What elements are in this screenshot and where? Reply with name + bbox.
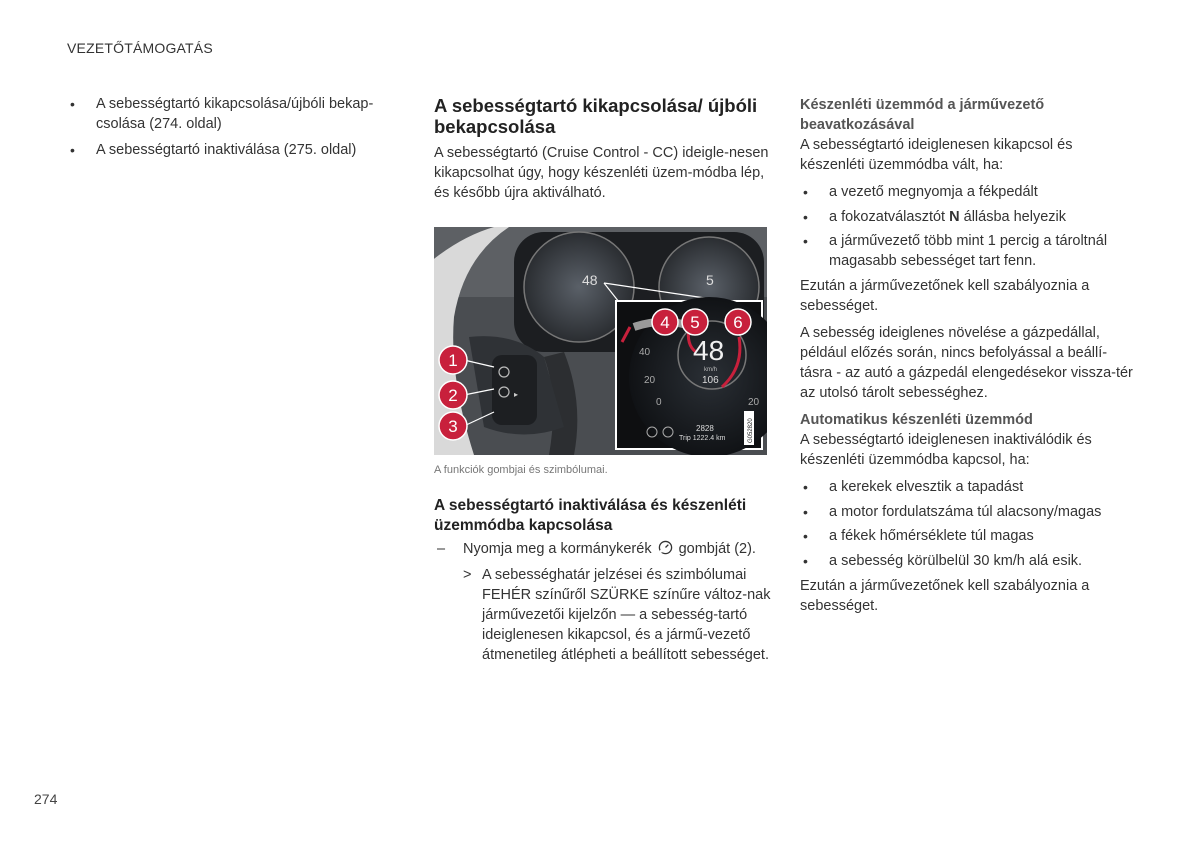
- svg-text:3: 3: [448, 417, 458, 436]
- svg-text:4: 4: [660, 313, 670, 332]
- intro-paragraph: A sebességtartó ideiglenesen kikapcsol és készenléti üzemmódba vált, ha:: [800, 137, 1073, 173]
- svg-text:40: 40: [639, 347, 651, 358]
- bullet-icon: •: [803, 552, 808, 569]
- callout-3: [439, 412, 467, 440]
- svg-text:Trip 1222.4 km: Trip 1222.4 km: [679, 435, 726, 442]
- list-item: • a kerekek elvesztik a tapadást: [800, 478, 1135, 498]
- running-header: VEZETŐTÁMOGATÁS: [67, 40, 213, 56]
- section-heading-driver-standby: Készenléti üzemmód a járművezető beavatkozásával: [800, 97, 1045, 133]
- callout-1: [439, 346, 467, 374]
- bullet-icon: •: [70, 142, 75, 158]
- column-middle: [434, 95, 772, 665]
- figure-code: G052820: [748, 418, 754, 443]
- page-number: 274: [34, 791, 58, 807]
- svg-text:5: 5: [690, 313, 700, 332]
- list-item[interactable]: • A sebességtartó inaktiválása (275. oldal): [67, 141, 397, 161]
- column-right: [800, 95, 1135, 616]
- bullet-icon: •: [803, 233, 808, 249]
- list-item[interactable]: • A sebességtartó kikapcsolása/újbóli bekap-csolása (274. oldal): [70, 96, 374, 132]
- svg-text:km/h: km/h: [704, 367, 718, 373]
- section-heading: A sebességtartó kikapcsolása/ újbóli bekapcsolása: [434, 95, 758, 137]
- svg-text:2828: 2828: [696, 424, 714, 433]
- list-item: • a járművezető több mint 1 percig a tároltnál magasabb sebességet tart fenn.: [803, 233, 1108, 269]
- list-item: • a sebesség körülbelül 30 km/h alá esik.: [800, 552, 1135, 572]
- svg-text:2: 2: [448, 386, 458, 405]
- steering-wheel-illustration: [434, 227, 767, 455]
- automatic-conditions-list: [800, 478, 1135, 571]
- intro-paragraph: A sebességtartó ideiglenesen inaktiválódik és készenléti üzemmódba kapcsol, ha:: [800, 432, 1092, 468]
- related-links-list: [67, 95, 397, 161]
- limit-readout: 106: [702, 375, 719, 386]
- svg-text:20: 20: [748, 397, 760, 408]
- intro-paragraph: A sebességtartó (Cruise Control - CC) ideigle-nesen kikapcsolhat úgy, hogy készenléti üzem-módba lép, és később újra aktiválható.: [434, 145, 769, 201]
- speed-readout-main: 48: [693, 335, 725, 366]
- svg-text:0: 0: [656, 397, 662, 408]
- driver-conditions-list: [800, 183, 1135, 271]
- callout-2: [439, 381, 467, 409]
- bullet-icon: •: [803, 503, 808, 520]
- svg-text:6: 6: [733, 313, 743, 332]
- paragraph: Ezután a járművezetőnek kell szabályoznia a sebességet.: [800, 578, 1090, 614]
- paragraph: A sebesség ideiglenes növelése a gázpedállal, például előzés során, nincs befolyással a beállí-tásra - az autó a gázpedál elengedésekor vissza-tér az utolsó tárolt sebességhez.: [800, 325, 1133, 401]
- svg-text:20: 20: [644, 375, 656, 386]
- bullet-icon: •: [803, 528, 808, 544]
- column-left: [67, 95, 397, 168]
- instruction-step: – Nyomja meg a kormánykerék gombját (2).: [437, 541, 756, 557]
- bullet-icon: •: [803, 479, 808, 495]
- svg-text:▸: ▸: [514, 390, 519, 399]
- subsection-heading: A sebességtartó inaktiválása és készenléti üzemmódba kapcsolása: [434, 497, 747, 534]
- speedometer-cruise-icon: [658, 540, 673, 555]
- bullet-icon: •: [70, 96, 75, 112]
- bullet-icon: •: [803, 208, 808, 225]
- callout-6: [725, 309, 751, 335]
- list-item: • a motor fordulatszáma túl alacsony/magas: [800, 503, 1135, 523]
- figure-caption: A funkciók gombjai és szimbólumai.: [434, 464, 608, 476]
- list-item: • a fokozatválasztót N állásba helyezik: [800, 208, 1135, 228]
- svg-text:1: 1: [448, 351, 458, 370]
- list-item: • a fékek hőmérséklete túl magas: [800, 527, 1135, 547]
- instruction-result: > A sebességhatár jelzései és szimbólumai FEHÉR színűről SZÜRKE színűre változ-nak járművezetői kijelzőn — a sebesség-tartó ideiglenesen kikapcsol, és a jármű-vezető átmenetileg átlépheti a beállított sebességet.: [463, 567, 771, 663]
- speed-readout-small: 48: [582, 272, 598, 288]
- callout-4: [652, 309, 678, 335]
- section-heading-automatic-standby: Automatikus készenléti üzemmód: [800, 412, 1033, 428]
- dashboard-figure: [434, 227, 767, 455]
- list-item: • a vezető megnyomja a fékpedált: [800, 183, 1135, 203]
- paragraph: Ezután a járművezetőnek kell szabályoznia a sebességet.: [800, 278, 1090, 314]
- gear-readout: 5: [706, 272, 714, 288]
- bullet-icon: •: [803, 184, 808, 200]
- callout-5: [682, 309, 708, 335]
